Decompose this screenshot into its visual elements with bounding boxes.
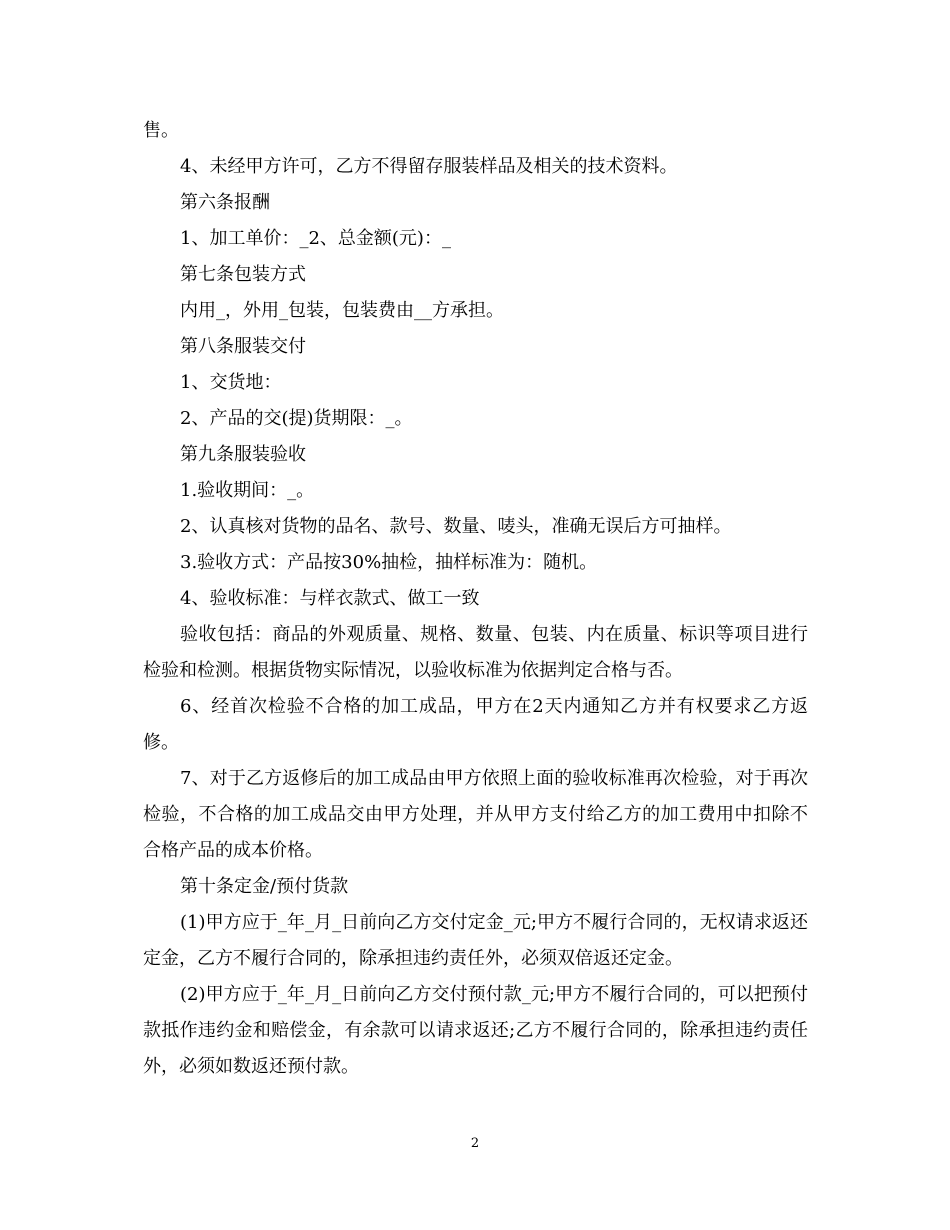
- paragraph-p09: 2、产品的交(提)货期限：_。: [180, 408, 413, 429]
- paragraph-p06: 内用_，外用_包装，包装费由__方承担。: [180, 300, 504, 321]
- paragraph-p15: 验收包括：商品的外观质量、规格、数量、包装、内在质量、标识等项目进行检验和检测。根据货物实际情况，以验收标准为依据判定合格与否。: [143, 624, 808, 681]
- section-heading-article-6: 第六条报酬: [180, 192, 270, 213]
- document-body: [143, 113, 808, 1085]
- paragraph-p08: 1、交货地：: [180, 372, 282, 393]
- section-heading-article-7: 第七条包装方式: [180, 264, 306, 285]
- paragraph-p20: (2)甲方应于_年_月_日前向乙方交付预付款_元;甲方不履行合同的，可以把预付款抵作违约金和赔偿金，有余款可以请求返还;乙方不履行合同的，除承担违约责任外，必须如数返还预付款。: [143, 984, 808, 1077]
- page-number: 2: [470, 1136, 480, 1151]
- paragraph-p01: 售。: [143, 120, 179, 141]
- paragraph-p19: (1)甲方应于_年_月_日前向乙方交付定金_元;甲方不履行合同的，无权请求返还定金，乙方不履行合同的，除承担违约责任外，必须双倍返还定金。: [143, 912, 808, 969]
- paragraph-p14: 4、验收标准：与样衣款式、做工一致: [180, 588, 480, 609]
- section-heading-article-10: 第十条定金/预付货款: [180, 876, 349, 897]
- paragraph-p02: 4、未经甲方许可，乙方不得留存服装样品及相关的技术资料。: [180, 156, 678, 177]
- paragraph-p16: 6、经首次检验不合格的加工成品，甲方在2天内通知乙方并有权要求乙方返修。: [143, 696, 808, 753]
- paragraph-p12: 2、认真核对货物的品名、款号、数量、唛头，准确无误后方可抽样。: [180, 516, 732, 537]
- paragraph-p04: 1、加工单价：_2、总金额(元)：_: [180, 228, 451, 249]
- section-heading-article-9: 第九条服装验收: [180, 444, 306, 465]
- section-heading-article-8: 第八条服装交付: [180, 336, 306, 357]
- paragraph-p13: 3.验收方式：产品按30%抽检，抽样标准为：随机。: [180, 552, 598, 573]
- paragraph-p17: 7、对于乙方返修后的加工成品由甲方依照上面的验收标准再次检验，对于再次检验，不合格的加工成品交由甲方处理，并从甲方支付给乙方的加工费用中扣除不合格产品的成本价格。: [143, 768, 808, 861]
- paragraph-p11: 1.验收期间：_。: [180, 480, 315, 501]
